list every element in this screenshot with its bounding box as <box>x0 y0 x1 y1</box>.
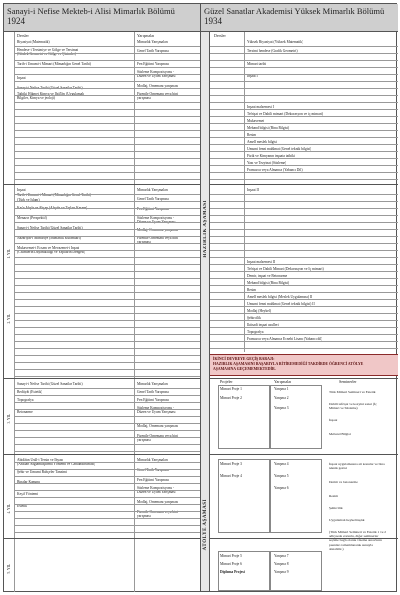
seminar-item: Meband Bilgisi <box>329 432 351 436</box>
right-header <box>201 4 398 32</box>
row-rule <box>210 46 398 47</box>
row-rule <box>210 102 398 103</box>
left-y2-competition: Modlaj, Ornemanı yarışması <box>137 228 179 232</box>
right-y1-course: Tersimi hendese (Grafik Geometri) <box>247 49 298 53</box>
row-rule <box>14 483 200 484</box>
atelier-projects-header: Projeler <box>220 380 233 384</box>
left-y2-course: İnşaat <box>17 188 26 192</box>
left-y4-course: (Anıtları Sağlamlaştırma Yöntemi ve Canlandırılması) <box>17 462 96 466</box>
right-y2-course: Fransızca veya Almanca Ecnebi Lisanı (Yabancı dil) <box>247 337 323 341</box>
left-y2-course: (Cisimlerin Dayanıklılığı ve Yapıların Dengesi) <box>17 250 86 254</box>
left-y4-course: Estetik <box>17 504 27 508</box>
row-rule <box>14 327 200 328</box>
row-rule <box>14 151 200 152</box>
row-rule <box>14 74 200 75</box>
left-y2-course: Sanayi-i Nefise Tarihi (Güzel Sanatlar Tarihi) <box>17 226 83 230</box>
row-rule <box>14 116 200 117</box>
row-rule <box>14 60 200 61</box>
row-rule <box>210 144 398 145</box>
left-y2-competition: Düzen ve Uyum Yarışması <box>137 220 176 224</box>
row-rule <box>210 264 398 265</box>
right-y1-course: Umumi fenni malûmat (Genel teknik bilgisi) <box>247 147 312 151</box>
row-rule <box>14 257 200 258</box>
row-rule <box>210 81 398 82</box>
left-y1-competition: Mimarlık Yarışmaları <box>137 40 168 44</box>
right-y1-course: Yazı ve Tezyinat (Süsleme) <box>247 161 287 165</box>
right-year: 1934 <box>204 16 222 26</box>
left-y1-competition: Fizenile Ornemanı veya bini <box>137 92 179 96</box>
right-section-divider-2 <box>210 378 398 379</box>
right-y2-course: İktisadi inşaat usulleri <box>247 323 279 327</box>
right-y2-course: İnşaat malzemesi II <box>247 260 276 264</box>
row-rule <box>14 53 200 54</box>
row-rule <box>14 430 200 431</box>
left-y3-competition: Fizenile Ornemanı veya bini <box>137 434 179 438</box>
seminar-item: Uygulamalı heykeltraşlık <box>329 518 365 522</box>
project-item: Mimari Proje 2 <box>220 396 242 400</box>
row-rule <box>14 334 200 335</box>
left-year-label-4: 4. YIL <box>7 504 11 514</box>
right-y1-course: İnşaat malzemesi I <box>247 105 274 109</box>
right-y2-course: Resim <box>247 288 257 292</box>
row-rule <box>14 222 200 223</box>
row-rule <box>210 130 398 131</box>
row-rule <box>210 243 398 244</box>
row-rule <box>14 165 200 166</box>
left-y4-competition: Süsleme Kompozisyonu - <box>137 486 175 490</box>
row-rule <box>14 306 200 307</box>
row-rule <box>14 348 200 349</box>
right-y1-course: Fransızca veya Almanca (Yabancı Dil) <box>247 168 303 172</box>
left-year-label-5: 5. YIL <box>7 564 11 574</box>
right-y1-course: Meband bilgisi (Bina Bilgisi) <box>247 126 290 130</box>
competition-item: Yarışma 7 <box>274 554 289 558</box>
left-y1-competition: Modlaj, Ornemanı yarışması <box>137 84 179 88</box>
left-y2-competition: yarışması <box>137 240 151 244</box>
row-rule <box>14 201 200 202</box>
row-rule <box>210 348 398 349</box>
right-dummy-line <box>244 32 245 352</box>
row-rule <box>14 243 200 244</box>
left-y4-course: Abidâtın Usûl-i Tersin ve İhyası <box>17 458 64 462</box>
project-item: Mimari Proje 6 <box>220 562 242 566</box>
row-rule <box>14 215 200 216</box>
atelier-seminars-header: Seminerler <box>339 380 357 384</box>
right-y2-course: Tefrişat ve Dahili Mimari (Dekorasyon ve İç mimari) <box>247 267 324 271</box>
y3-projects-box <box>218 385 270 449</box>
row-rule <box>210 109 398 110</box>
row-rule <box>14 402 200 403</box>
left-y2-course: Tarih-i Umumi-i Mimari (Mimarlığın Genel Tarihi) <box>17 193 91 197</box>
right-y1-course: Mukavemet <box>247 119 265 123</box>
seminar-item: Resim <box>329 494 338 498</box>
diploma-project: Diploma Projesi <box>220 570 245 574</box>
row-rule <box>210 285 398 286</box>
left-y2-competition: Mimarlık Yarışmaları <box>137 188 168 192</box>
row-rule <box>210 88 398 89</box>
barrier-line-2: AŞAMASINA GEÇEMEMEKTEDİR. <box>213 366 276 371</box>
left-y4-competition: Genel Tarih Yarışması <box>137 468 169 472</box>
row-rule <box>14 95 200 96</box>
row-rule <box>14 504 200 505</box>
left-y3-course: Bediiyât (Estetik) <box>17 390 43 394</box>
left-y3-competition: Düzen ve Uyum Yarışması <box>137 410 176 414</box>
row-rule <box>14 313 200 314</box>
y4-projects-box <box>218 459 270 533</box>
left-y4-competition: Fen Eğitimi Yarışması <box>137 478 170 482</box>
competition-item: Yarışma 8 <box>274 562 289 566</box>
left-y2-competition: Fizenile Ornemanı veya bini <box>137 236 179 240</box>
right-y1-course: İnşaat I <box>247 74 258 78</box>
row-rule <box>14 285 200 286</box>
row-rule <box>210 60 398 61</box>
row-rule <box>210 250 398 251</box>
row-rule <box>210 158 398 159</box>
row-rule <box>14 376 200 377</box>
row-rule <box>210 95 398 96</box>
barrier-line-1: HAZIRLIK AŞAMASINI BAŞARIYLA BİTİREMEDİĞİ TAKDİRDE ÖĞRENCİ ATÖLYE <box>213 361 364 366</box>
right-y1-course: Resim <box>247 133 257 137</box>
row-rule <box>14 172 200 173</box>
row-rule <box>14 67 200 68</box>
row-rule <box>210 292 398 293</box>
right-y1-course: Amelî meslek bilgisi <box>247 140 277 144</box>
right-y2-course: Meband bilgisi (Bina Bilgisi) <box>247 281 290 285</box>
left-y2-course: Nazariyat-ı Mimariye (Mimarlık Kuramları) <box>17 236 81 240</box>
left-y1-competition: yarışması <box>137 96 151 100</box>
left-y1-course: Riyaziyat (Matematik) <box>17 40 50 44</box>
row-rule <box>210 179 398 180</box>
row-rule <box>14 109 200 110</box>
competition-item: Yarışma 3 <box>274 406 289 410</box>
curriculum-comparison-table <box>3 3 397 592</box>
atelier-competitions-header: Yarışmalar <box>274 380 292 384</box>
row-rule <box>14 388 200 389</box>
right-courses-header: Dersler <box>214 34 226 38</box>
row-rule <box>14 476 200 477</box>
row-rule <box>14 437 200 438</box>
left-y3-course: Sanayi-i Nefise Tarihi (Güzel Sanatlar Tarihi) <box>17 382 83 386</box>
row-rule <box>14 137 200 138</box>
left-year-label-1: 1. YIL <box>7 249 11 259</box>
row-rule <box>210 215 398 216</box>
row-rule <box>14 497 200 498</box>
row-rule <box>14 158 200 159</box>
seminar-item: İnşaat <box>329 418 338 422</box>
left-y1-course: Tarih-i Umumi-i Mimari (Mimarlığın Genel Tarihi) <box>17 62 91 66</box>
row-rule <box>14 271 200 272</box>
row-rule <box>14 292 200 293</box>
left-section-divider-3 <box>4 454 200 455</box>
row-rule <box>14 395 200 396</box>
row-rule <box>14 451 200 452</box>
seminar-item: Demir ve betonarme <box>329 480 358 484</box>
left-title: Sanayi-i Nefise Mekteb-i Alisi Mimarlık Bölümü <box>7 6 175 16</box>
left-y4-competition: yarışması <box>137 514 151 518</box>
row-rule <box>210 194 398 195</box>
competition-item: Yarışma 9 <box>274 570 289 574</box>
competition-item: Yarışma 6 <box>274 486 289 490</box>
right-y2-course: Topografya <box>247 330 264 334</box>
row-rule <box>210 271 398 272</box>
row-rule <box>210 334 398 335</box>
left-y3-course: Topografya <box>17 398 34 402</box>
project-item: Mimari Proje 4 <box>220 474 242 478</box>
barrier-title: İKİNCİ DEVREYE GEÇİŞ BARAJI: <box>213 357 275 361</box>
row-rule <box>210 151 398 152</box>
left-y2-competition: Süsleme Kompozisyonu - <box>137 216 175 220</box>
left-y3-competition: Mimarlık Yarışmaları <box>137 382 168 386</box>
left-y3-course: Betonarme <box>17 410 33 414</box>
row-rule <box>14 444 200 445</box>
right-y1-course: Yüksek Riyaziyat (Yüksek Matematik) <box>247 40 304 44</box>
right-title: Güzel Sanatlar Akademisi Yüksek Mimarlık Bölümü <box>204 6 385 16</box>
row-rule <box>14 341 200 342</box>
left-y2-course: Mukavemet-i Ecsam ve Mevazenet-i İnşaat <box>17 246 80 250</box>
left-y1-competition: Fen Eğitimi Yarışması <box>137 62 170 66</box>
row-rule <box>14 236 200 237</box>
row-rule <box>14 46 200 47</box>
row-rule <box>14 102 200 103</box>
row-rule <box>14 518 200 519</box>
row-rule <box>14 194 200 195</box>
left-y2-competition: Fen Eğitimi Yarışması <box>137 207 170 211</box>
row-rule <box>210 306 398 307</box>
left-header <box>4 4 200 32</box>
left-y4-competition: Mimarlık Yarışmaları <box>137 458 168 462</box>
project-item: Mimari Proje 3 <box>220 462 242 466</box>
seminar-note: (Türk Mimari Semineri ve Estetik 1 ve 2 adlıysede zorunlu, diğer seminerler seçime bağlı olarak vizeme sınavların puanları tamamlanarak sunuyla alınabilir.) <box>329 530 387 551</box>
left-y4-course: Şehir ve Umumi Bahçeler Tanzimi <box>17 470 67 474</box>
row-rule <box>14 355 200 356</box>
right-y1-course: Mimari tarihi <box>247 62 267 66</box>
row-rule <box>14 229 200 230</box>
row-rule <box>14 278 200 279</box>
left-y2-course: Menazır (Perspektif) <box>17 216 47 220</box>
row-rule <box>14 525 200 526</box>
left-y3-competition: Fen Eğitimi Yarışması <box>137 398 170 402</box>
row-rule <box>14 511 200 512</box>
row-rule <box>210 236 398 237</box>
right-y2-course: İnşaat II <box>247 188 259 192</box>
left-y4-competition: Düzen ve Uyum Yarışması <box>137 490 176 494</box>
left-y1-competition: Süsleme Kompozisyonu - <box>137 70 175 74</box>
row-rule <box>14 416 200 417</box>
row-rule <box>14 320 200 321</box>
row-rule <box>210 53 398 54</box>
row-rule <box>14 88 200 89</box>
row-rule <box>210 165 398 166</box>
row-rule <box>14 144 200 145</box>
left-y4-course: Binalar Kanunu <box>17 480 40 484</box>
left-y1-course: Tatbiki Hikmet Kimya ve İhtil'ârı (Uygulamalı <box>17 92 85 96</box>
left-competitions-header: Yarışmalar <box>137 34 155 38</box>
competition-item: Yarışma 4 <box>274 462 289 466</box>
row-rule <box>14 81 200 82</box>
row-rule <box>14 362 200 363</box>
project-item: Mimari Proje 1 <box>220 387 242 391</box>
stage-atelier-label: ATÖLYE AŞAMASI <box>203 499 208 551</box>
right-y1-course: Fizik ve Kimyanın inşaata tatbiki <box>247 154 295 158</box>
row-rule <box>210 278 398 279</box>
seminar-item: Türk Mimari Semineri ve Estetik <box>329 390 376 394</box>
left-y3-competition: Genel Tarih Yarışması <box>137 390 169 394</box>
right-y2-course: Modlaj (Heykel) <box>247 309 272 313</box>
y3-competitions-box <box>270 385 322 449</box>
left-y2-course: Kar'e Ahşâr ve Ahşap (Ahşabı ve Taşları Kesme) <box>17 206 88 210</box>
row-rule <box>210 341 398 342</box>
row-rule <box>14 369 200 370</box>
row-rule <box>14 469 200 470</box>
row-rule <box>210 229 398 230</box>
right-y2-course: Amelî meslek bilgisi (Meslek Uygulaması) II <box>247 295 313 299</box>
left-year-label-2: 2. YIL <box>7 314 11 324</box>
right-section-divider-1 <box>210 184 398 185</box>
row-rule <box>210 299 398 300</box>
competition-item: Yarışma 5 <box>274 474 289 478</box>
left-y1-course: (Gözlek Geometri ve Gölge ve Çizimler) <box>17 52 76 56</box>
row-rule <box>210 313 398 314</box>
row-rule <box>14 264 200 265</box>
left-y1-course: Sanayi-i Nefise Tarihi (Güzel Sanatlar Tarihi) <box>17 86 83 90</box>
left-y4-competition: Modlaj, Ornemanı yarışması <box>137 500 179 504</box>
row-rule <box>14 250 200 251</box>
row-rule <box>14 130 200 131</box>
row-rule <box>14 409 200 410</box>
right-y2-course: Umumi fenni malûmat (Genel teknik bilgisi) II <box>247 302 315 306</box>
row-rule <box>14 123 200 124</box>
row-rule <box>210 222 398 223</box>
row-rule <box>210 257 398 258</box>
row-rule <box>210 327 398 328</box>
row-rule <box>14 462 200 463</box>
row-rule <box>14 490 200 491</box>
left-year-label-3: 3. YIL <box>7 414 11 424</box>
left-section-divider-1 <box>4 184 200 185</box>
row-rule <box>210 208 398 209</box>
left-y1-competition: Düzen ve Uyum Yarışması <box>137 74 176 78</box>
row-rule <box>210 172 398 173</box>
left-y3-competition: Modlaj, Ornemanı yarışması <box>137 424 179 428</box>
row-rule <box>210 74 398 75</box>
transition-barrier-banner <box>210 354 398 376</box>
row-rule <box>210 116 398 117</box>
row-rule <box>210 320 398 321</box>
left-section-divider-2 <box>4 378 200 379</box>
project-item: Mimari Proje 5 <box>220 554 242 558</box>
row-rule <box>14 532 200 533</box>
row-rule <box>210 201 398 202</box>
left-courses-header: Dersler <box>17 34 29 38</box>
left-y1-competition: Genel Tarih Yarışması <box>137 49 169 53</box>
row-rule <box>14 423 200 424</box>
seminar-item: Dahili tefrişat ve kozyini sanat (İç Mimari ve Süsleme) <box>329 402 377 411</box>
row-rule <box>14 179 200 180</box>
left-y4-course: Keşif Yöntemi <box>17 492 39 496</box>
row-rule <box>14 299 200 300</box>
left-y3-competition: yarışması <box>137 438 151 442</box>
stage-preparation-label: HAZIRLIK AŞAMASI <box>203 200 208 258</box>
left-y1-course: İnşaat <box>17 76 26 80</box>
left-y1-course: Bilgiler, Kimya ve jeoloji) <box>17 96 55 100</box>
left-section-divider-4 <box>4 538 200 539</box>
right-section-divider-3 <box>210 454 398 455</box>
right-y1-course: Tefrişat ve Dahili mimari (Dekorasyon ve iç mimari) <box>247 112 324 116</box>
left-year: 1924 <box>7 16 25 26</box>
seminar-item: Şehircilik <box>329 506 343 510</box>
y4-competitions-box <box>270 459 322 533</box>
row-rule <box>210 137 398 138</box>
row-rule <box>210 67 398 68</box>
left-y2-course: (Türk ve İslam) <box>17 198 40 202</box>
competition-item: Yarışma 1 <box>274 387 289 391</box>
competition-item: Yarışma 2 <box>274 396 289 400</box>
left-y1-course: Hendese-i Tersimiye ve Gölge ve Tersimat <box>17 48 79 52</box>
row-rule <box>14 208 200 209</box>
left-y3-competition: Süsleme Kompozisyonu - <box>137 406 175 410</box>
seminar-item: İnşaat uygulamasına ait konular ve bina teknik gezisi <box>329 462 385 471</box>
right-y2-course: Demir, inşaat ve Betonarme <box>247 274 288 278</box>
left-y2-competition: Genel Tarih Yarışması <box>137 197 169 201</box>
left-y4-competition: Fizenile Ornemanı veya bini <box>137 510 179 514</box>
right-y2-course: Şehircilik <box>247 316 261 320</box>
row-rule <box>210 123 398 124</box>
